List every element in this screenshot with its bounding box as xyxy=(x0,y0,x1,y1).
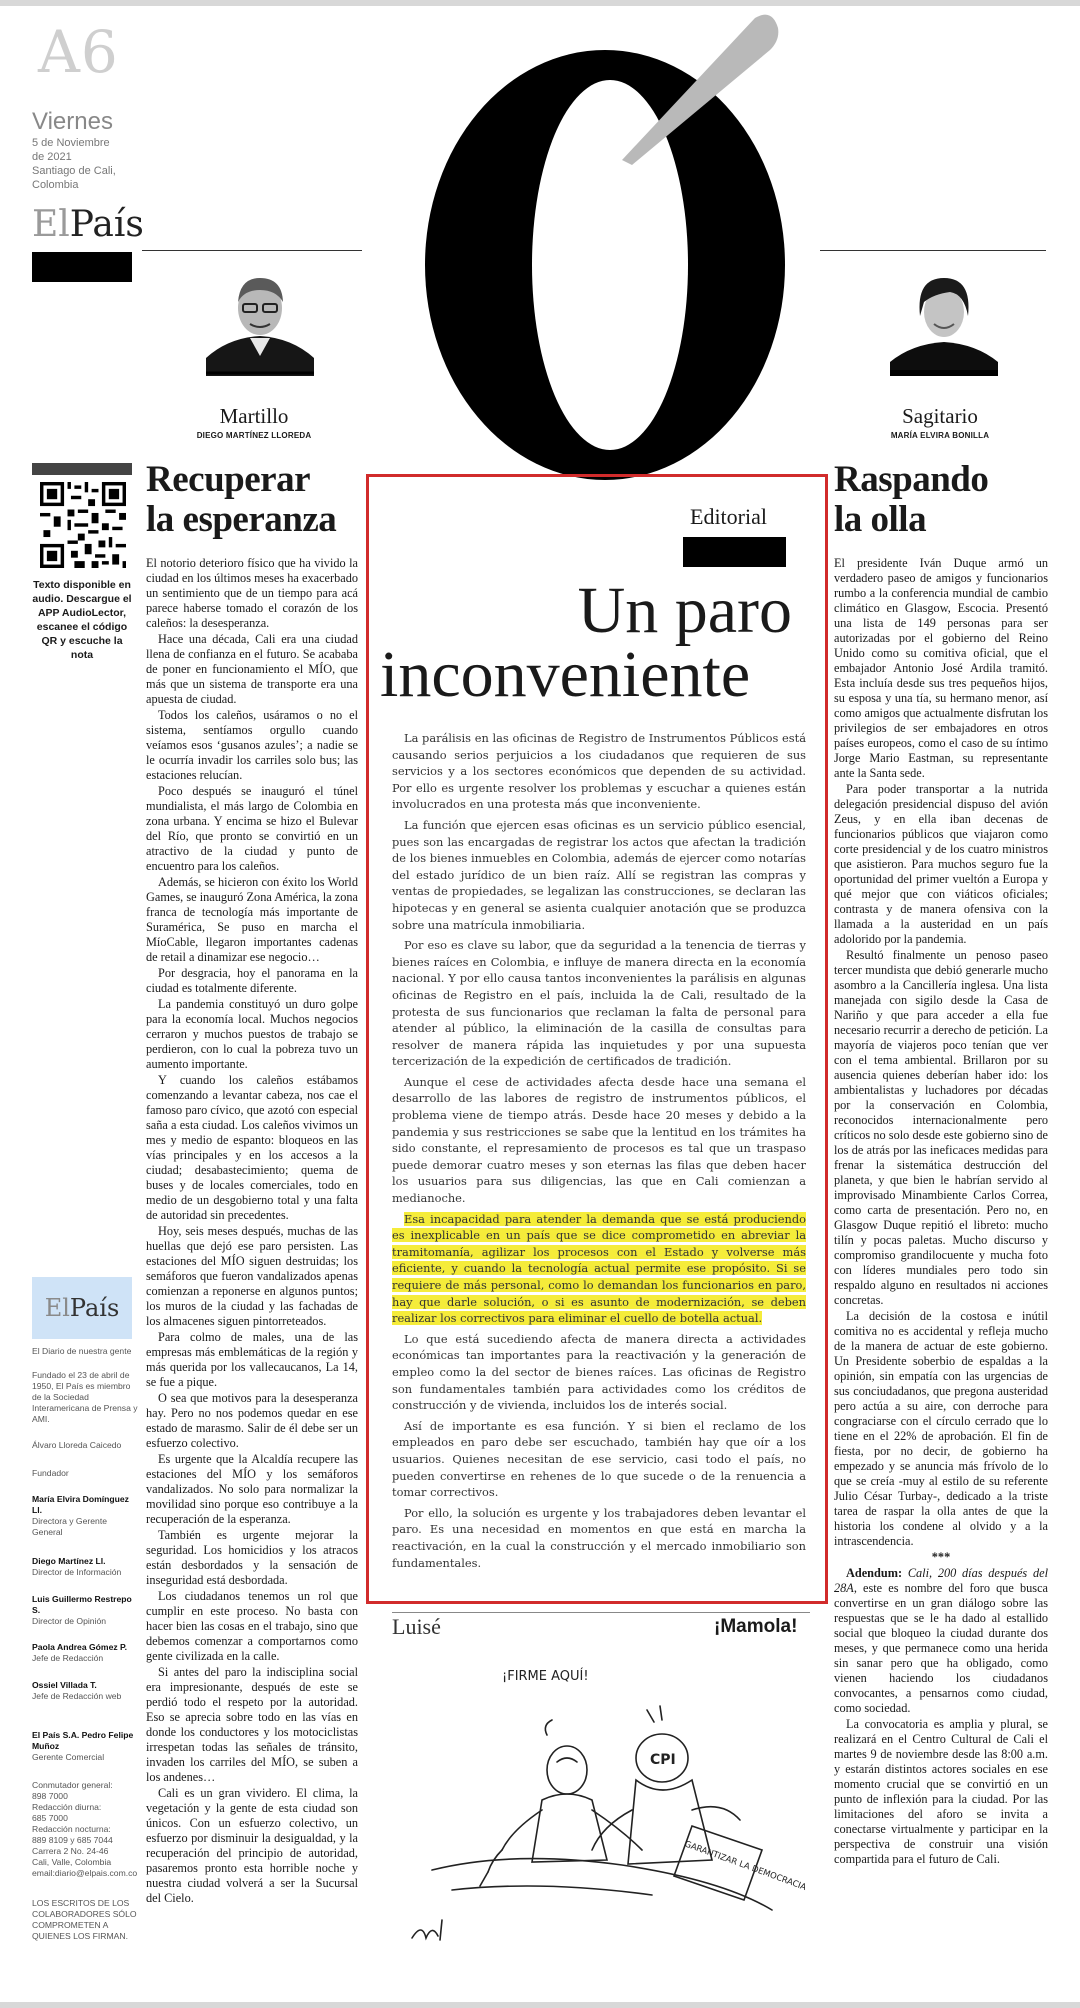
cartoon-drawing xyxy=(392,1650,810,1950)
left-paragraph: Además, se hicieron con éxito los World Games, se inauguró Zona América, la zona franca de tecnología más importante de Suramérica, Se puso en marcha el MíoCable, llegaron importantes cadenas de retail a dinamizar ese negocio… xyxy=(146,875,358,964)
left-paragraph: El notorio deterioro físico que ha vivido la ciudad en los últimos meses ha exacerbado un sentimiento que de un tiempo para acá parece haberse tomado el corazón de los caleños: la desesperanza. xyxy=(146,556,358,630)
editorial-label: Editorial xyxy=(690,504,767,529)
sidebar-staff: Ossiel Villada T. Jefe de Redacción web xyxy=(32,1680,122,1701)
editorial-paragraph: Aunque el cese de actividades afecta desde hace una semana el desarrollo de las labores de registro de instrumentos públicos, el problema viene de tiempo atrás. Desde hace 20 meses y debido a la pandemia y sus restricciones se sabe que la lentitud en los trámites ha sido constante, el represamiento de procesos es tal que un traspaso puede demorar cuatro meses y son eternas las filas que deben hacer los usuarios para sus diligencias, las que en Cali comienzan a medianoche. xyxy=(392,1074,806,1206)
columnist-name-left: Martillo xyxy=(219,404,289,428)
sidebar-staff: María Elvira Domínguez Ll. Directora y Gerente General xyxy=(32,1494,129,1537)
columnist-photo-sagitario xyxy=(890,272,998,376)
right-column-body xyxy=(834,556,1048,1868)
contact-line: Cali, Valle, Colombia xyxy=(32,1857,112,1867)
editorial-bar xyxy=(683,537,786,567)
columnist-name-right: Sagitario xyxy=(902,404,978,428)
contact-line: 889 8109 y 685 7044 xyxy=(32,1835,113,1845)
section-rule xyxy=(820,250,1046,251)
columnist-photo-martillo xyxy=(206,272,314,376)
right-headline: Raspando la olla xyxy=(834,459,989,540)
left-paragraph: También es urgente mejorar la seguridad. Los homicidios y los atracos están desbordados y la sensación de inseguridad está desbordada. xyxy=(146,1528,358,1587)
contact-line: 685 7000 xyxy=(32,1813,68,1823)
left-paragraph: Es urgente que la Alcaldía recupere las estaciones del MÍO y los semáforos vandalizados. No solo para normalizar la movilidad sino porque eso contribuye a la recuperación de la esperanza. xyxy=(146,1452,358,1526)
adendum-paragraph: Adendum: Cali, 200 días después del 28A, este es nombre del foro que busca convertirse en un gran diálogo sobre las respuestas que se le ha dado al estallido social que bloqueo la ciudad durante dos meses, y que permanece como una herida sin sanar pero que ha obligado, como vienen haciendo los ciudadanos convocantes, a pensarnos como ciudad, como sociedad. xyxy=(834,1566,1048,1715)
left-paragraph: Los ciudadanos tenemos un rol que cumplir en este proceso. No basta con hacer bien las cosas en el trabajo, sino que debemos comenzar a comportarnos como gente civilizada en la calle. xyxy=(146,1589,358,1663)
date-line: Santiago de Cali, xyxy=(32,165,116,177)
qr-header-bar xyxy=(32,463,132,475)
sidebar-staff: Luis Guillermo Restrepo S. Director de Opinión xyxy=(32,1594,132,1626)
sidebar-logo: ElPaís xyxy=(32,1277,132,1339)
editorial-title-line-2: inconveniente xyxy=(380,638,751,711)
sidebar-founder-name: Álvaro Lloreda Caicedo xyxy=(32,1440,122,1450)
left-paragraph: Poco después se inauguró el túnel mundialista, el más largo de Colombia en zona urbana. Y encima se hizo el Bulevar del Río, que pronto se convirtió en un atractivo de la ciudad y punto de encuentro para los caleños. xyxy=(146,784,358,873)
newspaper-logo: ElPaís xyxy=(32,204,144,245)
contact-line: 898 7000 xyxy=(32,1791,68,1801)
sidebar-founder-role: Fundador xyxy=(32,1468,69,1478)
section-rule xyxy=(142,250,362,251)
sidebar-staff: El País S.A. Pedro Felipe Muñoz Gerente Comercial xyxy=(32,1730,134,1762)
cartoon-author: Luisé xyxy=(392,1614,441,1639)
editorial-paragraph: La función que ejercen esas oficinas es un servicio público esencial, pues son las encargadas de registrar los actos que afectan la tradición de los bienes inmuebles en Colombia, además de ejercer como notarías del estado jurídico de un bien raíz. Allí se registran las compras y ventas de propiedades, se legalizan las construcciones, se declaran las hipotecas y en general se asienta cualquier anotación que se produzca sobre una matrícula inmobiliaria. xyxy=(392,817,806,932)
left-paragraph: Hace una década, Cali era una ciudad llena de confianza en el futuro. Se acababa de poner en funcionamiento el MÍO, que más que un sistema de transporte era una apuesta de ciudad. xyxy=(146,632,358,706)
left-column-body xyxy=(146,556,358,1907)
editorial-paragraph: Así de importante es esa función. Y si bien el reclamo de los empleados en paro debe ser escuchado, también hay que oír a los usuarios. Quienes necesitan de ese servicio, casi todo el país, no pueden convertirse en rehenes de lo que sucede o de la renuencia a tomar correctivos. xyxy=(392,1418,806,1500)
contact-line: Carrera 2 No. 24-46 xyxy=(32,1846,109,1856)
right-paragraph: La convocatoria es amplia y plural, se realizará en el Centro Cultural de Cali el martes 9 de noviembre desde las 8:00 a.m. y estarán distintos actores sociales en ese momento crucial que se convirtió en un punto de inflexión para la ciudad. Por las limitaciones del aforo se invita a conectarse virtualmente y participar en la perspectiva de construir una visión compartida para el futuro de Cali. xyxy=(834,1717,1048,1866)
date-line: Colombia xyxy=(32,179,79,191)
cartoon-speech: ¡FIRME AQUÍ! xyxy=(502,1669,589,1684)
cartoon-badge: CPI xyxy=(650,1752,676,1768)
sidebar-disclaimer: LOS ESCRITOS DE LOS COLABORADORES SÓLO COMPROMETEN A QUIENES LOS FIRMAN. xyxy=(32,1898,137,1941)
cartoon-title: ¡Mamola! xyxy=(714,1616,798,1637)
logo-bar xyxy=(32,252,132,282)
highlighted-text: Esa incapacidad para atender la demanda que se está produciendo es inexplicable en un país que se dice comprometido en abreviar la tramitomanía, agilizar los procesos con el Estado y volverse más eficiente, y cuando la tecnología actual permite ese propósito. Si se requiere de más personal, como lo demandan los funcionarios en paro, hay que darle solución, o si es asunto de modernización, se deben realizar los correctivos para eliminar el cuello de botella actual. xyxy=(392,1211,806,1326)
left-paragraph: La pandemia constituyó un duro golpe para la economía local. Muchos negocios cerraron y muchos puestos de trabajo se perdieron, con lo cual la pobreza tuvo un aumento importante. xyxy=(146,997,358,1071)
sidebar-staff: Diego Martínez Ll. Director de Información xyxy=(32,1556,122,1577)
left-paragraph: Por desgracia, hoy el panorama en la ciudad es totalmente diferente. xyxy=(146,966,358,995)
contact-line: Redacción nocturna: xyxy=(32,1824,111,1834)
left-paragraph: Todos los caleños, usáramos o no el sistema, sentíamos orgullo cuando veíamos esos ‘gusanos azules’; a nadie se le ocurría invadir los carriles solo bus; las estaciones relucían. xyxy=(146,708,358,782)
editorial-title-line-1: Un paro xyxy=(577,574,792,647)
right-paragraph: La decisión de la costosa e inútil comitiva no es accidental y refleja mucho de la manera de actuar de este gobierno. Un Presidente soberbio de espaldas a la opinión, sin empatía con las urgencias de sus conciudadanos, que pregona austeridad pero actúa a su aire, con derroche para congraciarse con el círculo cerrado que lo tiene en el 22% de aprobación. El fin de fiesta, por no decir, de gobierno ha empezado y se anuncia más frívolo de lo que se creía -muy al estilo de su referente Julio César Turbay-, dedicado a la triste tarea de raspar la olla antes de que la historia los condene al olvido y a la intrascendencia. xyxy=(834,1309,1048,1548)
date-line: 5 de Noviembre xyxy=(32,137,110,149)
right-paragraph: El presidente Iván Duque armó un verdadero paseo de amigos y funcionarios rumbo a la conferencia mundial de cambio climático en Glasgow, Escocia. Presentó una lista de 149 personas para ser autorizadas por el gobierno del Reino Unido como su comitiva oficial, que el embajador Antonio José Ardila tramitó. Esta incluía desde sus tres pequeños hijos, su esposa y una tía, su hermano menor, así como amigos que actualmente disfrutan los privilegios de ser embajadores en otros países europeos, como el caso de su íntimo Jorge Mario Eastman, su representante ante la Santa sede. xyxy=(834,556,1048,780)
columnist-author-right: MARÍA ELVIRA BONILLA xyxy=(890,431,990,440)
left-paragraph: Hoy, seis meses después, muchas de las huellas que dejó ese paro persisten. Las estaciones del MÍO siguen destruidas; los semáforos que fueron vandalizados apenas comienzan a reponerse en algunos puntos; los muros de la ciudad y las fachadas de los almacenes siguen pintorreteados. xyxy=(146,1224,358,1328)
contact-line: Redacción diurna: xyxy=(32,1802,102,1812)
left-paragraph: O sea que motivos para la desesperanza hay. Pero no nos podemos quedar en ese estado de marasmo. Salir de él debe ser un esfuerzo colectivo. xyxy=(146,1391,358,1450)
sidebar-tagline: El Diario de nuestra gente xyxy=(32,1346,132,1356)
opinion-logo-icon xyxy=(400,0,820,480)
editorial-paragraph: Lo que está sucediendo afecta de manera directa a actividades económicas tan importantes para la reactivación y la generación de empleo como la del sector de bienes raíces. Las oficinas de Registro son fundamentales también para actividades como los créditos de construcción y de vivienda, incluidos los de interés social. xyxy=(392,1331,806,1413)
editorial-paragraph: Por ello, la solución es urgente y los trabajadores deben levantar el paro. Es una necesidad en momentos en que está en marcha la reactivación, en la cual la construcción y el mercado inmobiliario son fundamentales. xyxy=(392,1505,806,1570)
date-line: de 2021 xyxy=(32,151,72,163)
sidebar-founded: Fundado el 23 de abril de 1950, El País es miembro de la Sociedad Interamericana de Prensa y AMI. xyxy=(32,1370,138,1424)
contact-line: email:diario@elpais.com.co xyxy=(32,1868,138,1878)
bottom-border xyxy=(0,2002,1080,2008)
left-paragraph: Si antes del paro la indisciplina social era impresionante, después de este se perdió todo el respeto por la autoridad. Eso se aprecia sobre todo en las vías en donde los conductores y los motociclistas irrespetan todas las señales de tránsito, invaden los carriles del MÍO, se suben a los andenes… xyxy=(146,1665,358,1784)
editorial-paragraph: La parálisis en las oficinas de Registro de Instrumentos Públicos está causando serios perjuicios a los ciudadanos que requieren de sus servicios y a los sectores económicos que dependen de su actividad. Por ello es urgente resolver los problemas y escuchar a quienes están involucrados en una protesta más que inconveniente. xyxy=(392,731,806,812)
adendum-title: Cali, 200 días después del 28A xyxy=(834,1566,1048,1595)
sidebar-staff: Paola Andrea Gómez P. Jefe de Redacción xyxy=(32,1642,128,1663)
cartoon-paper-text: GARANTIZAR LA DEMOCRACIA xyxy=(682,1839,808,1893)
day-label: Viernes xyxy=(32,108,113,135)
contact-line: Conmutador general: xyxy=(32,1780,113,1790)
sidebar-contact xyxy=(32,1780,138,1879)
qr-instructions: Texto disponible en audio. Descargue el APP AudioLector, escanee el código QR y escuche la nota xyxy=(32,579,132,661)
cartoon-rule xyxy=(392,1612,810,1613)
page-number: A6 xyxy=(38,18,119,86)
editorial-body xyxy=(392,730,806,1575)
separator: *** xyxy=(931,1550,951,1564)
right-paragraph: Resultó finalmente un penoso paseo tercer mundista que debió generarle mucho asombro a la Cancillería inglesa. Una lista manejada con sigilo desde la Casa de Nariño y que para acceder a ella fue necesario recurrir a derecho de petición. La mayoría de viajeros poco tenían que ver con el tema ambiental. Brillaron por su ausencia quienes deberían haber ido: los ambientalistas y luchadores por décadas por la conservación en Colombia, reconocidos internacionalmente pero críticos no solo desde este gobierno sino de los de atrás por las ineficaces medidas para frenar la sistemática destrucción del planeta, y que bien le habrían servido al improvisado Minambiente Carlos Correa, como carta de presentación. Pero no, en Glasgow Duque repitió el libreto: mucho tilín y pocas paletas. Mucho discurso y compromiso grandilocuente y mucha foto con líderes mundiales pero todo sin respaldo alguno en resultados ni acciones concretas. xyxy=(834,948,1048,1307)
qr-code-icon[interactable] xyxy=(40,482,126,568)
left-headline: Recuperar la esperanza xyxy=(146,459,337,540)
editorial-highlighted-paragraph xyxy=(392,1211,806,1327)
editorial-paragraph: Por eso es clave su labor, que da seguridad a la tenencia de tierras y bienes raíces en Colombia, e influye de manera directa en la economía nacional. Y por ello causa tantos inconvenientes la parálisis en algunas oficinas de Registro en el país, incluida la de Cali, resultado de la protesta de sus funcionarios que reclaman la falta de personal para atender al público, la eliminación de la casilla de consultas para resolver de manera rápida las inquietudes y por una supuesta tercerización de la expedición de certificados de tradición. xyxy=(392,938,806,1069)
adendum-label: Adendum xyxy=(846,1566,898,1580)
right-paragraph: Para poder transportar a la nutrida delegación presidencial dispuso del avión Zeus, y en ella iban decenas de funcionarios públicos que viajaron como corte presidencial y de los cuatro ministros que asistieron. Para muchos seguro fue la oportunidad del primer vueltón a Europa y qué mejor que con viáticos oficiales; contrasta y de manera ofensiva con la llamada a la austeridad en un país adolorido por la pandemia. xyxy=(834,782,1048,946)
left-paragraph: Y cuando los caleños estábamos comenzando a levantar cabeza, nos cae el famoso paro cívico, que azotó con especial saña a esta ciudad. Los caleños vivimos un mes y medio de espanto: bloqueos en las vías principales y en los accesos a la ciudad; desabastecimiento; quema de buses y de locales comerciales, todo en medio de un desgobierno total y una falta de autoridad sin precedentes. xyxy=(146,1073,358,1222)
left-paragraph: Cali es un gran vividero. El clima, la vegetación y la gente de esta ciudad son únicos. Con un esfuerzo colectivo, un esfuerzo por disminuir la desigualdad, y la recuperación del principio de autoridad, pasaremos pronto esta horrible noche y nuestra ciudad volverá a ser la Sucursal del Cielo. xyxy=(146,1786,358,1905)
left-paragraph: Para colmo de males, una de las empresas más emblemáticas de la región y más querida por los vallecaucanos, La 14, se fue a pique. xyxy=(146,1330,358,1389)
columnist-author-left: DIEGO MARTÍNEZ LLOREDA xyxy=(196,431,312,440)
